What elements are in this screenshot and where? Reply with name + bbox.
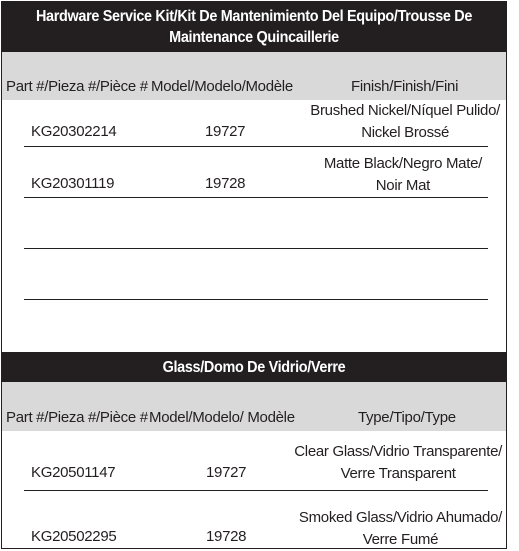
glass-section-title [2,352,506,382]
hardware-row1-model: 19727 [205,123,246,140]
hardware-header-finish: Finish/Finish/Fini [351,78,459,95]
hardware-row1-finish-line1: Brushed Nickel/Níquel Pulido/ [310,102,500,119]
glass-title: Glass/Domo De Vidrio/Verre [162,359,346,376]
hardware-row2-part: KG20301119 [31,175,115,192]
glass-row1-type-line1: Clear Glass/Vidrio Transparente/ [294,443,502,460]
row-divider [24,197,488,198]
glass-row2-type-line2: Verre Fumé [362,531,439,548]
hardware-row1-part: KG20302214 [31,123,117,140]
parts-sheet [1,1,507,549]
glass-row2-type [299,507,502,551]
hardware-row2-finish-line2: Noir Mat [375,177,431,194]
hardware-row1-finish [310,100,500,144]
hardware-row2-model: 19728 [205,175,246,192]
row-divider [24,146,488,147]
row-divider [24,490,488,491]
hardware-title-line1: Hardware Service Kit/Kit De Mantenimiento Del Equipo/Trousse De [35,8,473,25]
row-divider [24,299,488,300]
glass-row2-model: 19728 [206,528,247,545]
glass-row1-model: 19727 [206,464,247,481]
glass-header-model: Model/Modelo/ Modèle [149,409,295,426]
hardware-title-line2: Maintenance Quincaillerie [169,29,339,46]
glass-row2-type-line1: Smoked Glass/Vidrio Ahumado/ [298,509,502,526]
hardware-header-model: Model/Modelo/Modèle [151,78,293,95]
hardware-header-part: Part #/Pieza #/Pièce # [6,78,148,95]
glass-header-type: Type/Tipo/Type [358,409,456,426]
hardware-header-row [2,52,506,100]
hardware-row1-finish-line2: Nickel Brossé [361,124,450,141]
glass-row1-type-line2: Verre Transparent [340,465,456,482]
glass-row1-type [294,441,502,485]
row-divider [24,248,488,249]
hardware-section-title [2,2,506,52]
hardware-row2-finish [324,153,482,197]
hardware-row2-finish-line1: Matte Black/Negro Mate/ [323,155,482,172]
glass-row2-part: KG20502295 [31,528,117,545]
glass-row1-part: KG20501147 [31,464,116,481]
glass-header-part: Part #/Pieza #/Pièce # [6,409,148,426]
glass-header-row [2,382,506,431]
